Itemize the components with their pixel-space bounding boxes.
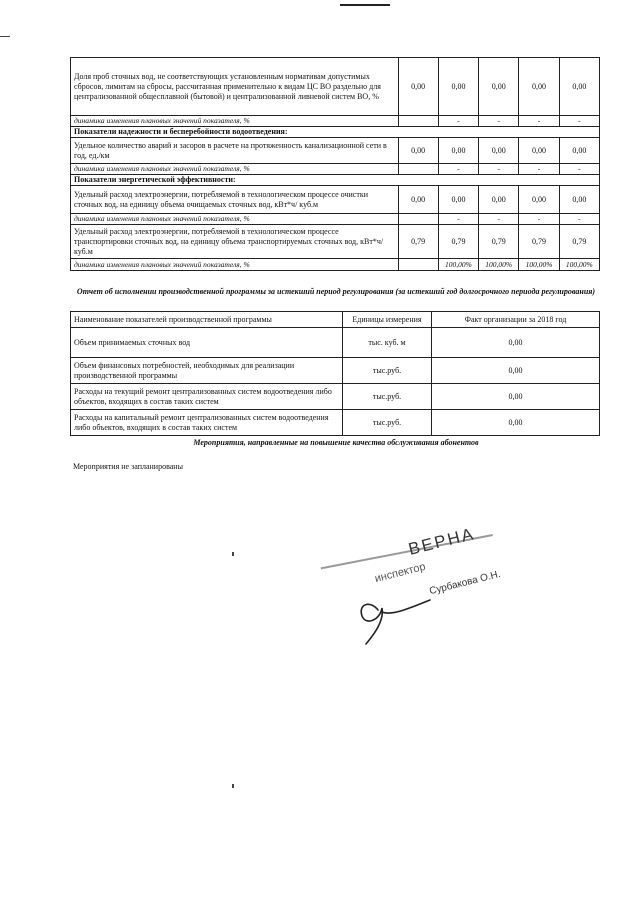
indicator-row <box>71 225 600 259</box>
indicator-value: 0,00 <box>559 58 599 116</box>
table-row <box>71 384 600 410</box>
indicator-value: 0,79 <box>519 225 559 259</box>
indicator-value: - <box>559 164 599 175</box>
indicator-row <box>71 58 600 116</box>
header-unit: Единицы измерения <box>343 312 432 328</box>
row-name: Объем финансовых потребностей, необходимых для реализации производственной программы <box>71 358 343 384</box>
indicator-value: 100,00% <box>479 259 519 271</box>
dynamics-label: динамика изменения плановых значений показателя, % <box>71 214 399 225</box>
indicator-value: - <box>479 164 519 175</box>
measures-title: Мероприятия, направленные на повышение качества обслуживания абонентов <box>193 438 479 447</box>
indicator-value <box>398 164 438 175</box>
stamp-verna-text: ВЕРНА <box>406 524 477 559</box>
indicator-value: - <box>519 116 559 127</box>
indicator-label: Удельный расход электроэнергии, потребляемой в технологическом процессе транспортировки сточных вод, на единицу объема транспортируемых сточных вод, кВт*ч/ куб.м <box>71 225 399 259</box>
indicator-value: 0,00 <box>479 138 519 164</box>
indicator-value: 0,79 <box>559 225 599 259</box>
scan-speck <box>232 552 234 556</box>
section-label: Показатели надежности и бесперебойности водоотведения: <box>71 127 600 138</box>
indicator-value: 100,00% <box>438 259 478 271</box>
indicator-value: - <box>559 214 599 225</box>
table-row <box>71 328 600 358</box>
indicator-value: - <box>519 214 559 225</box>
row-name: Расходы на текущий ремонт централизованных систем водоотведения либо объектов, входящих в состав таких систем <box>71 384 343 410</box>
row-unit: тыс.руб. <box>343 410 432 436</box>
indicator-label: Удельное количество аварий и засоров в расчете на протяженность канализационной сети в год, ед./км <box>71 138 399 164</box>
table-row <box>71 410 600 436</box>
row-name: Расходы на капитальный ремонт централизованных систем водоотведения либо объектов, входящих в состав таких систем <box>71 410 343 436</box>
header-name: Наименование показателей производственной программы <box>71 312 343 328</box>
dynamics-row <box>71 164 600 175</box>
table-row <box>71 358 600 384</box>
indicator-value: 0,00 <box>559 186 599 214</box>
dynamics-label: динамика изменения плановых значений показателя, % <box>71 164 399 175</box>
section-header-row <box>71 175 600 186</box>
indicator-value: - <box>438 214 478 225</box>
indicator-value: 0,00 <box>559 138 599 164</box>
scan-mark <box>340 4 390 6</box>
indicator-value: - <box>479 214 519 225</box>
indicator-value: 0,00 <box>519 138 559 164</box>
row-unit: тыс.руб. <box>343 384 432 410</box>
indicator-value: 0,00 <box>438 186 478 214</box>
indicators-table <box>70 57 600 271</box>
header-fact: Факт организации за 2018 год <box>432 312 600 328</box>
row-value: 0,00 <box>432 358 600 384</box>
indicator-value: 0,00 <box>479 58 519 116</box>
handwritten-signature <box>340 590 460 650</box>
indicator-value: 0,00 <box>519 58 559 116</box>
indicator-value: 0,00 <box>398 58 438 116</box>
indicator-value: - <box>519 164 559 175</box>
scan-speck <box>232 784 234 788</box>
dynamics-label: динамика изменения плановых значений показателя, % <box>71 259 399 271</box>
indicator-value: 0,79 <box>398 225 438 259</box>
fold-mark <box>0 36 10 37</box>
indicator-value: 0,00 <box>438 58 478 116</box>
indicator-value: - <box>438 116 478 127</box>
row-value: 0,00 <box>432 410 600 436</box>
indicator-value <box>398 214 438 225</box>
dynamics-row <box>71 116 600 127</box>
indicator-value: 0,79 <box>438 225 478 259</box>
row-unit: тыс. куб. м <box>343 328 432 358</box>
indicator-value: 0,00 <box>438 138 478 164</box>
row-value: 0,00 <box>432 384 600 410</box>
indicator-value: 0,00 <box>398 138 438 164</box>
indicator-value: 100,00% <box>559 259 599 271</box>
measures-text: Мероприятия не запланированы <box>73 462 183 471</box>
indicator-value: 100,00% <box>519 259 559 271</box>
indicator-value: 0,00 <box>479 186 519 214</box>
row-name: Объем принимаемых сточных вод <box>71 328 343 358</box>
indicator-value <box>398 116 438 127</box>
indicator-row <box>71 138 600 164</box>
indicator-label: Доля проб сточных вод, не соответствующих установленным нормативам допустимых сбросов, лимитам на сбросы, рассчитанная применительно к видам ЦС ВО раздельно для централизованной общесплавной (бытовой) и централизованной ливневой систем ВО, % <box>71 58 399 116</box>
stamp-inspector-text: инспектор <box>373 560 427 586</box>
dynamics-row <box>71 214 600 225</box>
indicator-value <box>398 259 438 271</box>
indicator-value: 0,00 <box>398 186 438 214</box>
program-report-table <box>70 311 600 436</box>
section-label: Показатели энергетической эффективности: <box>71 175 600 186</box>
row-value: 0,00 <box>432 328 600 358</box>
table-header-row <box>71 312 600 328</box>
section-header-row <box>71 127 600 138</box>
stamp-name-text: Сурбакова О.Н. <box>428 568 502 598</box>
indicator-value: 0,00 <box>519 186 559 214</box>
indicator-value: 0,79 <box>479 225 519 259</box>
dynamics-label: динамика изменения плановых значений показателя, % <box>71 116 399 127</box>
dynamics-row <box>71 259 600 271</box>
row-unit: тыс.руб. <box>343 358 432 384</box>
indicator-value: - <box>559 116 599 127</box>
indicator-value: - <box>438 164 478 175</box>
indicator-value: - <box>479 116 519 127</box>
indicator-label: Удельный расход электроэнергии, потребляемой в технологическом процессе очистки сточных вод, на единицу объема очищаемых сточных вод, кВт*ч/ куб.м <box>71 186 399 214</box>
report-title: Отчет об исполнении производственной программы за истекший период регулирования (за истекший год долгосрочного периода регулирования) <box>76 287 596 296</box>
indicator-row <box>71 186 600 214</box>
